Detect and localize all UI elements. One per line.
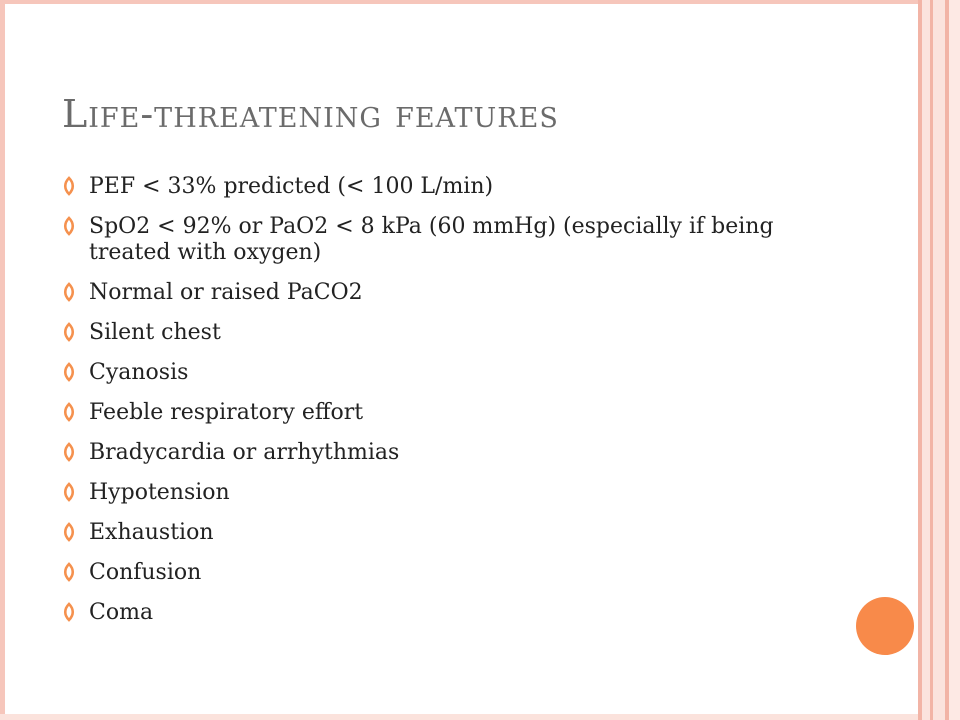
bullet-item [62,400,842,426]
frame-border-top [0,0,920,4]
bullet-text: Bradycardia or arrhythmias [89,440,400,465]
leaf-bullet-icon [62,322,76,342]
bullet-text: Silent chest [89,320,221,345]
bullet-item [62,480,842,506]
bullet-text: Feeble respiratory effort [89,400,364,425]
leaf-bullet-icon [62,442,76,462]
bullet-item [62,214,842,266]
bullet-text: Normal or raised PaCO2 [89,280,363,305]
decor-stripe [922,0,930,720]
leaf-bullet-icon [62,362,76,382]
leaf-bullet-icon [62,176,76,196]
bullet-text: SpO2 < 92% or PaO2 < 8 kPa (60 mmHg) (especially if being treated with oxygen) [89,214,774,265]
leaf-bullet-icon [62,602,76,622]
leaf-bullet-icon [62,562,76,582]
leaf-bullet-icon [62,282,76,302]
leaf-bullet-icon [62,402,76,422]
bullet-item [62,520,842,546]
leaf-bullet-icon [62,522,76,542]
bullet-item [62,174,842,200]
bullet-list [62,174,842,640]
bullet-item [62,280,842,306]
bullet-item [62,440,842,466]
frame-border-left [0,0,5,720]
bullet-text: Cyanosis [89,360,189,385]
bullet-text: Coma [89,600,154,625]
decor-stripe [949,0,960,720]
orange-circle-decoration [856,597,914,655]
decor-stripe [933,0,945,720]
bullet-item [62,560,842,586]
slide-title: Life-threatening features [62,92,559,136]
bullet-item [62,320,842,346]
leaf-bullet-icon [62,482,76,502]
bullet-item [62,360,842,386]
bullet-text: Confusion [89,560,202,585]
bullet-text: Hypotension [89,480,230,505]
bullet-text: Exhaustion [89,520,214,545]
frame-border-bottom [0,714,920,720]
bullet-text: PEF < 33% predicted (< 100 L/min) [89,174,494,199]
leaf-bullet-icon [62,216,76,236]
bullet-item [62,600,842,626]
